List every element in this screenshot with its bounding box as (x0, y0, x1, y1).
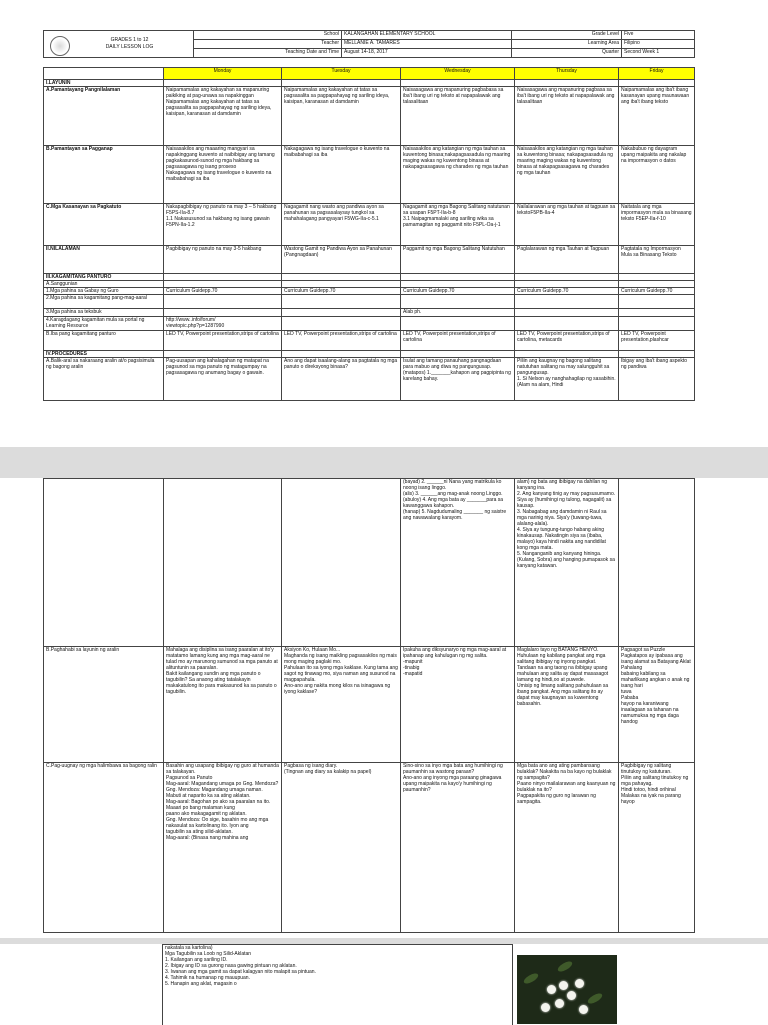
cell-text: Curriculum Guidepp.70 (282, 288, 401, 295)
cell-text: Nailalarawan ang mga tauhan at tagpuan sa tekstoF5PB-IIa-4 (515, 204, 619, 246)
row-label: 2.Mga pahina sa kagamitang pang-mag-aaral (44, 295, 164, 309)
cell-text: Maglalaro tayo ng BATANG HENYO. Huhulaan ng kabilang pangkat ang mga salitang ibibigay ng inyong pangkat. Tandaan na ang taong na ibibigay upang mahulaan ang salita ay dapat masasagot lamang ng hindi,oo at puwede. Umisip ng limang salitang pahuhulaan sa ibang pangkat. Ang mga salitang ito ay dapat may kaugnayan sa kuwentong babasahin. (515, 647, 619, 763)
cell-text: Pagbibigay ng panuto na may 3-5 hakbang (164, 246, 282, 274)
quarter-value: Second Week 1 (622, 49, 695, 58)
cell-text: Alab ph. (401, 309, 515, 317)
flower-shape (567, 991, 576, 1000)
cell-text: alam) ng bata ang ibibigay na dahilan ng kanyang ina. 2. Ang kanyang tinig ay may pagsusumamo. Siya ay (humihingi ng tulong, nagagalit) sa kausap. 3. Nabagabag ang damdamin ni Raul sa mga narinig niya. Siya'y (tuwang-tuwa, alalang-alala). 4. Siya ay tungung-tungo habang aking kinakausap. Nakatingin siya sa (ibaba, malayo) kaya hindi nakita ang nandidilat kong mga mata. 5. Nanganganib ang kanyang hininga. (Kulang, Sobra) ang hanging pumapasok sa kanyang katawan. (515, 479, 619, 647)
cell-text: Aksiyon Ko, Hulaan Mo... Maghanda ng isang maikling pagsasakilos ng mais mong maging paglaki mo. Pahulaan ito sa iyong mga kaklase. Kung tama ang sagot ng tinawag mo, siya naman ang susunod na magpapahula. Ano-ano ang nakita mong kilos na isinagawa ng iyong kaklase? (282, 647, 401, 763)
deped-seal-icon (50, 36, 70, 56)
area-value: Filipino (622, 40, 695, 49)
cell-text: Wastong Gamit ng Pandiwa Ayon sa Panahunan (Pangnagdaan) (282, 246, 401, 274)
row-label: C.Pag-uugnay ng mga halimbawa sa bagong ralin (44, 763, 164, 933)
day-thursday: Thursday (515, 68, 619, 80)
date-value: August 14-18, 2017 (342, 49, 512, 58)
cell-text: Naisasagawa ang mapanuring pagbasa sa iba't ibang uri ng teksto at napapalawak ang talasalitaan (515, 87, 619, 146)
cell-text: Paglalarawan ng mga Tauhan at Tagpuan (515, 246, 619, 274)
cell-text: Mahalaga ang disiplina sa isang paaralan at ito'y matatamo lamang kung ang mga mag-aaral ne tulad mo ay marunong sumunod sa mga panuto at alituntunin sa paaralan. Bakit kailangang sundin ang mga panuto o tagubilin? Sa anaong ating tatalakayin makakatulong ito para makasunod ka sa panuto o tagubilin. (164, 647, 282, 763)
flower-shape (559, 981, 568, 990)
corner-cell (44, 68, 164, 80)
flower-shape (547, 985, 556, 994)
header-table (43, 30, 695, 58)
cell-text: Naisasakilos ang katangian ng mga tauhan sa kuwentong binasa; nakapagsasadula ng maaring maging wakas ng kuwentong binasa at nakapagsasagawa ng charades ng mga tauhan (515, 146, 619, 204)
cell-text: Naipamamalas ang kakayahan at tatas sa pagsasalita sa pagpapahayag ng sariling ideya, kaisipan, karanasan at damdamin (282, 87, 401, 146)
leaf-shape (556, 959, 573, 973)
page-gap (0, 447, 768, 478)
day-friday: Friday (619, 68, 695, 80)
row-label: B.Pamantayan sa Pagganap (44, 146, 164, 204)
cell-text: Isulat ang tamang panauhang pangnagdaan para mabuo ang diwa ng pangungusap. (matapos) 1._______kahapon ang pagpipinta ng karelang bahay. (401, 358, 515, 401)
cell-text: Nakagagawa ng isang travelogue o kuwento na maibabahagi sa iba (282, 146, 401, 204)
date-label: Teaching Date and Time (194, 49, 342, 58)
section-layunin: I.LAYUNIN (44, 80, 164, 87)
section-kagamitan: III.KAGAMITANG PANTURO (44, 274, 164, 281)
cell-text: Curriculum Guidepp.70 (401, 288, 515, 295)
dll-label: DAILY LESSON LOG (105, 44, 154, 50)
lesson-table-continued (43, 478, 695, 933)
row-label: 3.Mga pahina sa teksbuk (44, 309, 164, 317)
cell-text: Ipakuha ang diksyunaryo ng mga mag-aaral at ipahanap ang kahulugan ng mg salita. -mapunit -tinabig -mapatid (401, 647, 515, 763)
cell-text: Basahin ang usapang ibibigay ng guro at humanda sa talakayan. Pagsunod sa Panuto Mag-aaral: Magandang umaga po Gng. Mendoza? Gng. Mendoza: Magandang umaga naman. Mabuti at naparito ka sa ating aklatan. Mag-aaral: Bagohan po ako sa paaralan na ito. Maaari po bang malaman kung paano ako makagagamit ng aklatan. Gng. Mendoza: Oo sige, basahin mo ang mga nakasulat sa kartolinang ito. Iyon ang tagubilin sa ating silid-aklatan. Mag-aaral: (Binasa nang mahina ang (164, 763, 282, 933)
row-label: A.Pamantayang Pangnilalaman (44, 87, 164, 146)
grades-label: GRADES 1 to 12 (110, 37, 149, 43)
flower-shape (541, 1003, 550, 1012)
teacher-label: Teacher (194, 40, 342, 49)
row-label: 1.Mga pahina sa Gabay ng Guro (44, 288, 164, 295)
teacher-value: MELLANIE A. TAMARES (342, 40, 512, 49)
cell-text: LED TV, Powerpoint presentation,strips of cartolina (282, 331, 401, 351)
cell-text: LED TV, Powerpoint presentation,strips of cartolina (164, 331, 282, 351)
quarter-label: Quarter (512, 49, 622, 58)
flower-shape (575, 979, 584, 988)
school-value: KALANGAHAN ELEMENTARY SCHOOL (342, 31, 512, 40)
cell-text: Ibigay ang iba't ibang aspekto ng pandiwa (619, 358, 695, 401)
school-label: School (194, 31, 342, 40)
lesson-table-page3 (162, 944, 513, 1025)
day-wednesday: Wednesday (401, 68, 515, 80)
cell-text: Pagbibigay ng salitang tinutukoy ng katuturan. Piliin ang salitang tinutukoy ng mga pahayag. Hindi totoo, hindi orihinal Malakas na iyak na parang hayop (619, 763, 695, 933)
cell-text: Curriculum Guidepp.70 (515, 288, 619, 295)
cell-text: Naipamamalas ang iba't ibang kasanayan upang maunawaan ang iba't ibang teksto (619, 87, 695, 146)
row-label: B.Iba pang kagamitang panturo (44, 331, 164, 351)
flower-shape (579, 1005, 588, 1014)
cell-text: Pag-uusapan ang kahalagahan ng matapat na pagsunod sa mga panuto ng matagumpay na pagsasagawa ng anumang bagay o gawain. (164, 358, 282, 401)
cell-text: Nakabubuo ng dayagram upang maipakita ang nakalap na impormasyon o datos (619, 146, 695, 204)
cell-text: Piliin ang kaugnay ng bagong salitang natutuhan salitang na may salungguhit sa pangungusap. 1. Si Nelson ay nanghahagilap ng sasabihin. (Alam na alam, Hindi (515, 358, 619, 401)
cell-text: (bayad) 2. ______ni Nana yang matrikula ko noong isang linggo. (alis) 3. ______ang mag-anak noong Linggo. (abuloy) 4. Ang mga bata ay _______para sa kawanggawa kahapon. (hanap) 5. Nagdudumaling _______ ng saistre ang nawawalang karayom. (401, 479, 515, 647)
cell-text: Pagbasa ng isang diary. (Tingnan ang diary sa kalakip na papel) (282, 763, 401, 933)
leaf-shape (586, 991, 603, 1005)
sampaguita-photo (517, 955, 617, 1024)
cell-text: Nakapagbibigay ng panuto na may 3 – 5 hakbang F5PS-IIa-8.7 1.1 Nakasusunod sa hakbang ng isang gawain F5PN-IIa-1.2 (164, 204, 282, 246)
row-label: A.Sanggunian (44, 281, 164, 288)
row-label: II.NILALAMAN (44, 246, 164, 274)
section-procedures: IV.PROCEDURES (44, 351, 164, 358)
lesson-table (43, 67, 695, 401)
cell-text: Curriculum Guidepp.70 (619, 288, 695, 295)
cell-text: Pagsagot sa Puzzle Pagkatapos ay ipabasa ang isang alamat sa Batayang Aklat Pahalang babaing kabilang sa maharlikang angkan o anak ng isang hari tuwa Pababa hayop na karaniwang inaalagaan sa tahanan na namumuksa ng mga daga handog (619, 647, 695, 763)
cell-text: Naipamamalas ang kakayahan sa mapanuring paikiking at pag-unawa sa napakinggan Naipamamalas ang kakayahan at tatas sa pagsasalita sa pagpapahayag ng sariling ideya, kaisipan, karanasan at damdamin (164, 87, 282, 146)
cell-text: Naisasagawa ang mapanuring pagbabasa sa iba't ibang uri ng teksto at napapalawak ang talasalitaan (401, 87, 515, 146)
cell-text: Paggamit ng mga Bagong Salitang Natutuhan (401, 246, 515, 274)
cell-text: LED TV, Powerpoint presentation,strips of cartolina (401, 331, 515, 351)
area-label: Learning Area (512, 40, 622, 49)
leaf-shape (522, 971, 539, 985)
cell-text: LED TV, Powerpoint presentation,strips of cartolina, metacards (515, 331, 619, 351)
grade-value: Five (622, 31, 695, 40)
row-label: 4.Karagdagang kagamitan mula sa portal ng Learning Resource (44, 317, 164, 331)
row-label: A.Balik-aral sa nakaraang aralin at/o pagsisimula ng bagong aralin (44, 358, 164, 401)
cell-text: Nagagamit nang wasto ang pandiwa ayon sa panahunan sa pagsasalaysay tungkol sa mahahalagang pangyayari F5WG-IIa-c-5.1 (282, 204, 401, 246)
cell-text: Naisasakilos ang maaaring mangyari sa napakinggang kuwento at naibibigay ang tamang pagkakasunod-sunod ng mga hakbang sa pagsasagawa ng isang proseso Nakagagawa ng isang travelogue o kuwento na maibabahagi sa iba (164, 146, 282, 204)
cell-text: Naitatala ang mga impormasyon mula sa binasang teksto F5EP-IIa-f-10 (619, 204, 695, 246)
cell-text: Ano ang dapat isaalang-alang sa pagtatala ng mga panuto o direksyong binasa? (282, 358, 401, 401)
row-label: C.Mga Kasanayan sa Pagkatuto (44, 204, 164, 246)
day-tuesday: Tuesday (282, 68, 401, 80)
row-label: B.Paghahabi sa layunin ng aralin (44, 647, 164, 763)
cell-text: Nagagamit ang mga Bagong Salitang natutunan sa usapan F5PT-IIa-b-8 3.1 Naipagmamalaki ang sariling wika sa pamamagitan ng paggamit nito F5PL-Oa-j-1 (401, 204, 515, 246)
cell-text: Naisasakilos ang katangian ng mga tauhan sa kuwentong binasa;nakapagsasadula ng maaring maging wakas ng kuwentong binasa at nakapagsasagawa ng charades ng mga tauhan (401, 146, 515, 204)
day-monday: Monday (164, 68, 282, 80)
cell-text: Curriculum Guidepp.70 (164, 288, 282, 295)
cell-text: Pagtatala ng Impormasyon Mula sa Binasang Teksto (619, 246, 695, 274)
cell-text: Mga bata ano ang ating pambansang bulaklak? Nakakita na ba kayo ng bulaklak ng sampagita? Paano ninyo mailalarawan ang kaanyuan ng bulaklak na ito? Pagpapakita ng guro ng larawan ng sampagita. (515, 763, 619, 933)
cell-text: LED TV, Powerpoint presentation,plashcar (619, 331, 695, 351)
cell-text: Sino-sino sa inyo mga bata ang humihingi ng paumanhin sa wastong paraan? Ano-ano ang inyong mga paraang ginagawa upang maipakita na kayo'y humihingi ng paumanhin? (401, 763, 515, 933)
resource-link[interactable]: http://www..info/forum/ viewtopic.php?p=1287990 (164, 317, 282, 331)
grade-label: Grade Level (512, 31, 622, 40)
cell-text: nakatala sa kartolina) Mga Tagubilin sa Loob ng Silid-Aklatan 1. Kailangan ang sariling ID. 2. Ibigay ang ID sa gurong nasa gawing pintuan ng aklatan. 3. Iwanan ang mga gamit sa dapat kalagyan nito malapit sa pintuan. 4. Tahimik na humanap ng mauupuan. 5. Hanapin ang aklat, magasin o (163, 945, 513, 1025)
flower-shape (555, 999, 564, 1008)
